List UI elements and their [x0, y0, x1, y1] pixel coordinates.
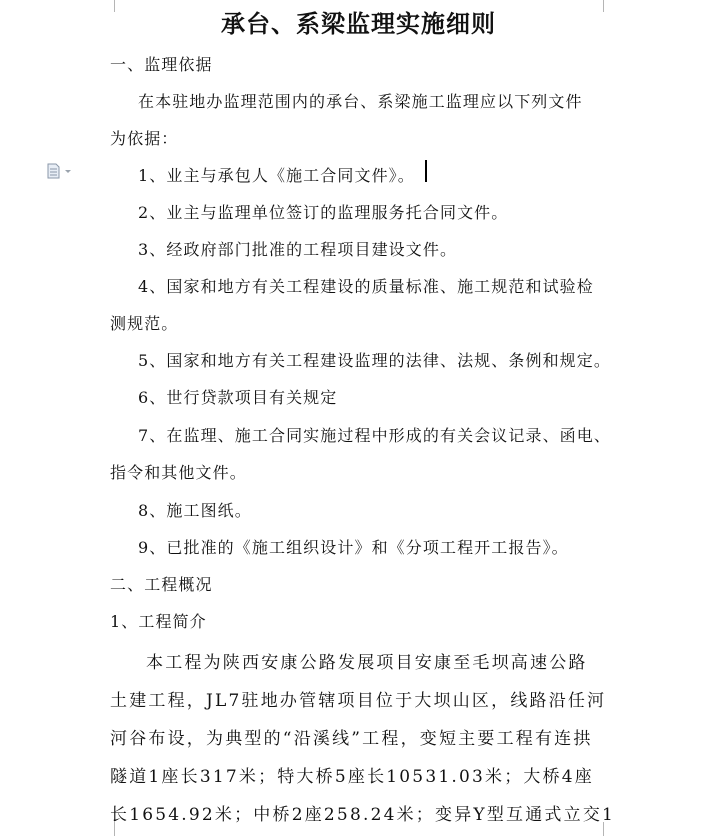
- paragraph-intro-line1[interactable]: 在本驻地办监理范围内的承台、系梁施工监理应以下列文件: [138, 92, 583, 111]
- list-item-8[interactable]: 8、施工图纸。: [138, 501, 252, 520]
- section-heading-basis[interactable]: 一、监理依据: [110, 55, 213, 74]
- body-paragraph-line4[interactable]: 隧道1座长317米；特大桥5座长10531.03米；大桥4座: [110, 767, 595, 787]
- section-heading-overview[interactable]: 二、工程概况: [110, 575, 213, 594]
- list-item-7-line2[interactable]: 指令和其他文件。: [110, 463, 247, 482]
- body-paragraph-line1[interactable]: 本工程为陕西安康公路发展项目安康至毛坝高速公路: [146, 653, 588, 673]
- document-icon[interactable]: [47, 163, 73, 179]
- list-item-7-line1[interactable]: 7、在监理、施工合同实施过程中形成的有关会议记录、函电、: [138, 426, 611, 445]
- body-paragraph-line5[interactable]: 长1654.92米；中桥2座258.24米；变异Y型互通式立交1: [110, 805, 616, 825]
- list-item-2[interactable]: 2、业主与监理单位签订的监理服务托合同文件。: [138, 203, 509, 222]
- document-title: 承台、系梁监理实施细则: [221, 9, 496, 38]
- list-item-1[interactable]: 1、业主与承包人《施工合同文件》。: [138, 166, 415, 185]
- list-item-3[interactable]: 3、经政府部门批准的工程项目建设文件。: [138, 240, 458, 259]
- list-item-4-line1[interactable]: 4、国家和地方有关工程建设的质量标准、施工规范和试验检: [138, 277, 594, 296]
- list-item-5[interactable]: 5、国家和地方有关工程建设监理的法律、法规、条例和规定。: [138, 351, 611, 370]
- body-paragraph-line3[interactable]: 河谷布设，为典型的“沿溪线”工程，变短主要工程有连拱: [110, 729, 593, 749]
- list-item-4-line2[interactable]: 测规范。: [110, 314, 179, 333]
- list-item-6[interactable]: 6、世行贷款项目有关规定: [138, 388, 338, 407]
- text-cursor: [425, 160, 427, 182]
- paragraph-intro-line2[interactable]: 为依据：: [110, 129, 179, 148]
- subsection-heading-intro[interactable]: 1、工程简介: [110, 612, 207, 631]
- body-paragraph-line2[interactable]: 土建工程，JL7驻地办管辖项目位于大坝山区，线路沿任河: [110, 691, 607, 711]
- list-item-9[interactable]: 9、已批准的《施工组织设计》和《分项工程开工报告》。: [138, 538, 569, 557]
